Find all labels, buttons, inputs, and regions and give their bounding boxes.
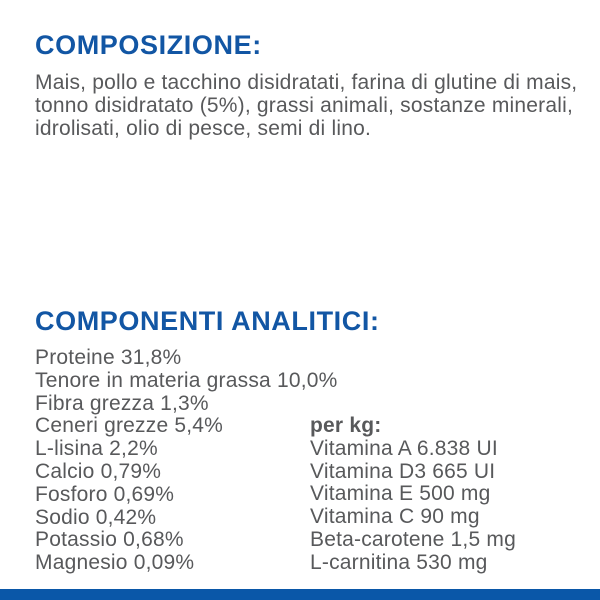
analytical-item-ceneri-grezze: Ceneri grezze 5,4% <box>35 414 224 438</box>
composition-heading: COMPOSIZIONE: <box>35 30 262 60</box>
per-kg-item-vitamina-a: Vitamina A 6.838 UI <box>310 436 498 460</box>
analytical-item-tenore-grassa: Tenore in materia grassa 10,0% <box>35 368 338 392</box>
analytical-item-potassio: Potassio 0,68% <box>35 528 184 552</box>
bottom-brand-bar <box>0 589 600 600</box>
analytical-left-column <box>35 347 338 575</box>
per-kg-item-vitamina-d3: Vitamina D3 665 UI <box>310 459 496 483</box>
per-kg-item-beta-carotene: Beta-carotene 1,5 mg <box>310 527 516 551</box>
analytical-components-heading: COMPONENTI ANALITICI: <box>35 306 380 336</box>
analytical-item-calcio: Calcio 0,79% <box>35 459 162 483</box>
analytical-right-column <box>310 415 516 575</box>
analytical-item-fibra-grezza: Fibra grezza 1,3% <box>35 391 209 415</box>
per-kg-item-l-carnitina: L-carnitina 530 mg <box>310 550 488 574</box>
analytical-item-magnesio: Magnesio 0,09% <box>35 551 195 575</box>
analytical-item-fosforo: Fosforo 0,69% <box>35 482 175 506</box>
analytical-item-l-lisina: L-lisina 2,2% <box>35 437 158 461</box>
per-kg-label: per kg: <box>310 414 382 437</box>
analytical-item-proteine: Proteine 31,8% <box>35 346 182 369</box>
composition-text: Mais, pollo e tacchino disidratati, farina di glutine di mais, tonno disidratato (5%), grassi animali, sostanze minerali, idrolisati, olio di pesce, semi di lino. <box>35 71 578 140</box>
analytical-item-sodio: Sodio 0,42% <box>35 505 157 529</box>
per-kg-item-vitamina-c: Vitamina C 90 mg <box>310 505 480 529</box>
per-kg-item-vitamina-e: Vitamina E 500 mg <box>310 482 491 506</box>
